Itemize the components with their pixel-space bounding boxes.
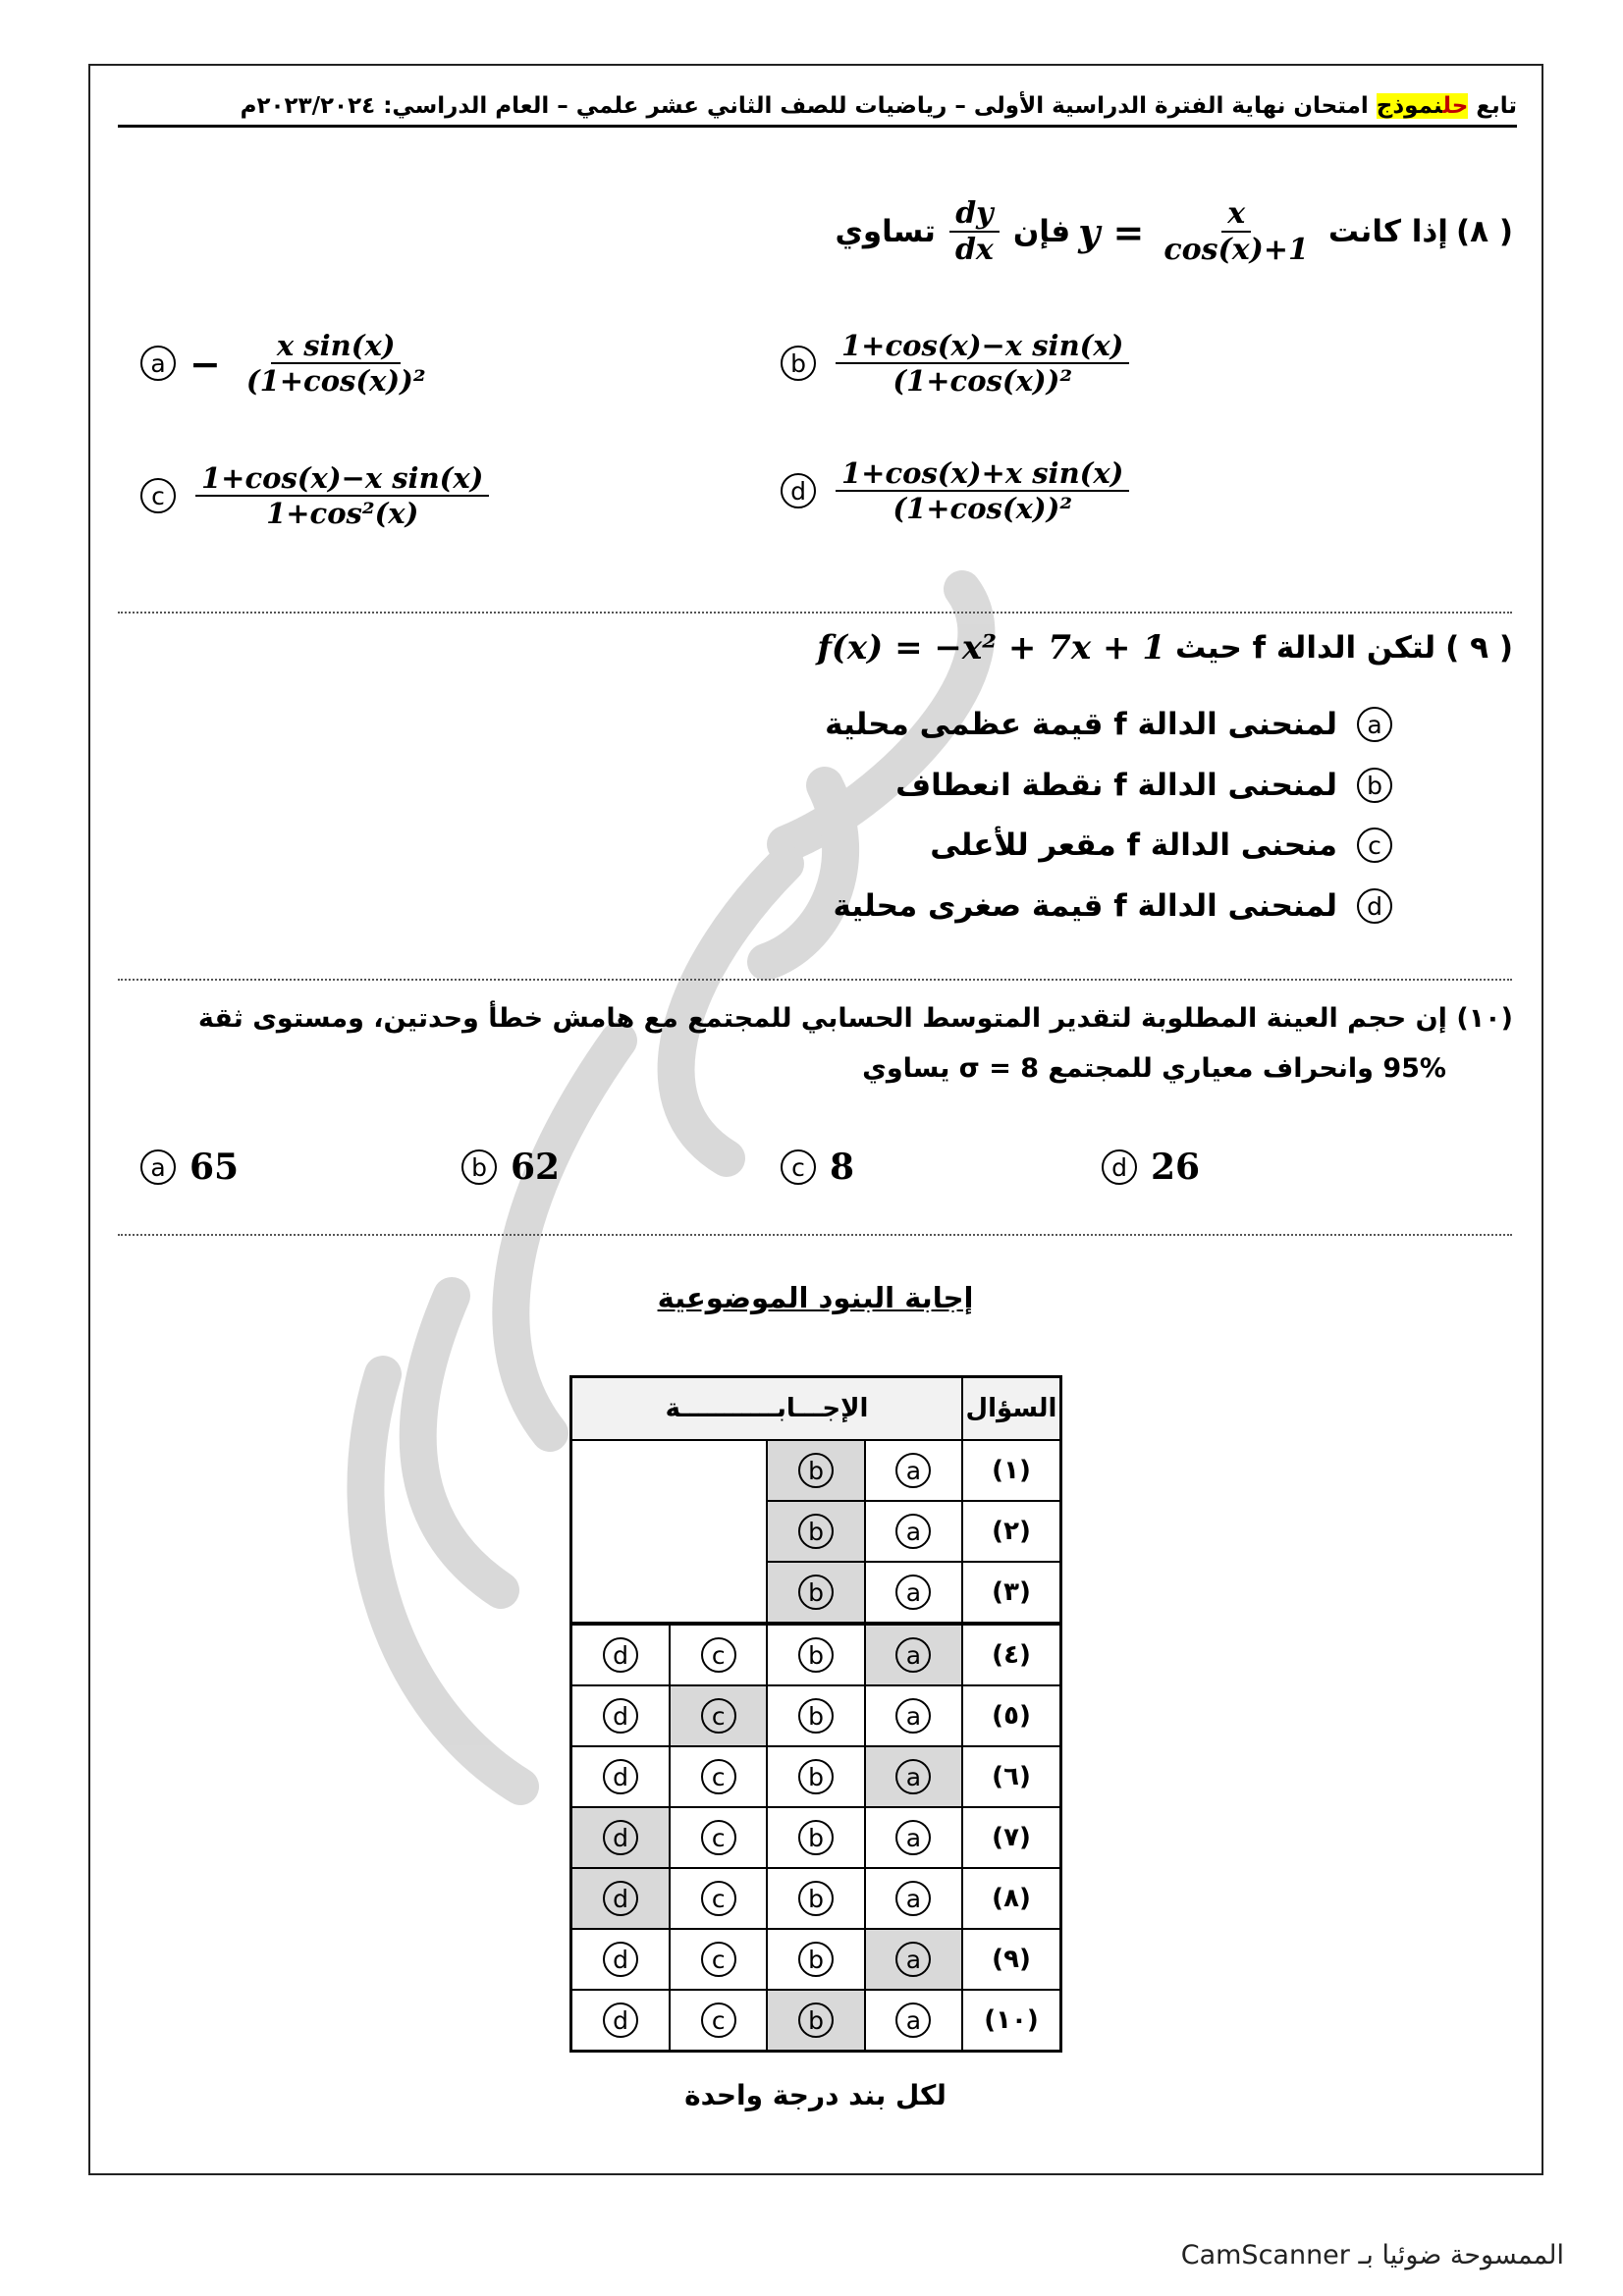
answer-cell-a [865,1440,962,1501]
answer-cell-a [865,1624,962,1685]
question-10-text-2: 95% وانحراف معياري للمجتمع σ = 8 يساوي [862,1053,1446,1085]
question-number: (٩) [962,1929,1061,1990]
option-b-icon: b [798,1698,834,1734]
option-c-icon: c [1357,828,1392,863]
table-row [571,1685,1061,1746]
option-c-icon: c [781,1149,816,1185]
question-8 [835,196,1513,267]
option-d-icon: d [781,473,816,508]
answer-cell-d [571,1868,671,1929]
option-value: 62 [511,1147,561,1188]
q8-option-c[interactable] [140,461,495,530]
option-b-icon: b [781,346,816,381]
numerator: x [1221,196,1251,233]
answer-cell-a [865,1562,962,1624]
q9-option-d[interactable] [834,888,1392,924]
table-row [571,1990,1061,2052]
option-a-icon: a [895,1820,931,1855]
q9-option-c[interactable] [930,828,1392,863]
q10-option-d[interactable] [1102,1147,1200,1188]
option-value: 26 [1151,1147,1201,1188]
denominator: dx [954,233,994,267]
table-row [571,1929,1061,1990]
option-d-icon: d [603,2002,638,2038]
answer-cell-d [571,1990,671,2052]
header-title: امتحان نهاية الفترة الدراسية الأولى – رياضيات للصف الثاني عشر علمي – العام الدراسي: ٢٠٢٣/٢٠٢٤م [240,93,1369,119]
q8-option-b[interactable] [781,329,1135,398]
option-d-icon: d [603,1881,638,1916]
question-number: (٣) [962,1562,1061,1624]
answer-cell-c [670,1685,767,1746]
answer-cell-a [865,1807,962,1868]
answer-cell-a [865,1685,962,1746]
option-b-icon: b [798,1881,834,1916]
empty-cell [571,1440,768,1624]
option-c-icon: c [701,1942,736,1977]
question-text: فإن [1012,214,1071,249]
q9-option-b[interactable] [895,768,1392,803]
denominator: (1+cos(x))² [245,364,426,398]
option-text: لمنحنى الدالة f قيمة صغرى محلية [833,888,1337,924]
question-number: (٥) [962,1685,1061,1746]
option-a-icon: a [895,1453,931,1488]
fraction-y [1158,196,1314,267]
question-10-text: (١٠) إن حجم العينة المطلوبة لتقدير المتوسط الحسابي للمجتمع مع هامش خطأ وحدتين، ومستوى ثقة [197,1003,1513,1034]
question-number: (٨) [962,1868,1061,1929]
answer-cell-b [767,1624,864,1685]
option-c-icon: c [701,1637,736,1673]
table-row [571,1868,1061,1929]
table-row [571,1746,1061,1807]
option-b-icon: b [798,1942,834,1977]
option-a-icon: a [895,1698,931,1734]
fraction-dydx [949,196,1000,267]
option-text: لمنحنى الدالة f نقطة انعطاف [895,768,1337,803]
question-number: (٢) [962,1501,1061,1562]
q8-option-d[interactable] [781,456,1135,525]
answer-cell-b [767,1990,864,2052]
option-b-icon: b [1357,768,1392,803]
option-b-icon: b [798,1637,834,1673]
option-c-icon: c [701,1759,736,1794]
option-b-icon: b [798,1453,834,1488]
option-a-icon: a [895,2002,931,2038]
header-prefix: تابع [1476,93,1517,119]
numerator: 1+cos(x)+x sin(x) [836,456,1129,492]
question-number: (٤) [962,1624,1061,1685]
option-a-icon: a [140,1149,176,1185]
option-c-icon: c [140,478,176,513]
question-number: (١٠) [962,1990,1061,2052]
numerator: 1+cos(x)−x sin(x) [836,329,1129,364]
answer-cell-b [767,1501,864,1562]
camscanner-footer: الممسوحة ضوئيا بـ CamScanner [1180,2240,1564,2270]
answer-cell-d [571,1929,671,1990]
question-number: ( ٩ ) [1445,630,1513,666]
q9-option-a[interactable] [825,707,1392,742]
option-c-icon: c [701,1698,736,1734]
header-highlight: نموذج [1376,93,1443,119]
denominator: 1+cos²(x) [266,497,419,530]
option-b-icon: b [798,1575,834,1610]
answer-cell-b [767,1562,864,1624]
answer-cell-c [670,1929,767,1990]
option-d-icon: d [1357,888,1392,924]
option-a-icon: a [895,1942,931,1977]
function-expression: f(x) = −x² + 7x + 1 [817,628,1165,667]
question-number: ( ٨) [1455,214,1513,249]
numerator: dy [949,196,999,233]
question-text: لتكن الدالة f حيث [1174,630,1436,666]
option-c-icon: c [701,1881,736,1916]
answer-cell-c [670,1807,767,1868]
option-d-icon: d [603,1637,638,1673]
option-a-icon: a [895,1514,931,1549]
answer-cell-c [670,1624,767,1685]
option-d-icon: d [1102,1149,1137,1185]
answer-cell-c [670,1868,767,1929]
numerator: 1+cos(x)−x sin(x) [195,461,489,497]
option-b-icon: b [798,1514,834,1549]
answers-title: إجابة البنود الموضوعية [657,1281,974,1314]
option-b-icon: b [798,2002,834,2038]
minus-sign: − [189,341,221,386]
answer-cell-d [571,1746,671,1807]
table-row [571,1624,1061,1685]
option-value: 8 [830,1147,855,1188]
exam-header [118,93,1517,128]
option-a-icon: a [140,346,176,381]
table-row [571,1440,1061,1501]
option-d-icon: d [603,1698,638,1734]
q10-option-a[interactable] [140,1147,239,1188]
q10-option-c[interactable] [781,1147,854,1188]
answer-cell-c [670,1746,767,1807]
divider [118,612,1512,614]
answer-cell-a [865,1746,962,1807]
option-text: لمنحنى الدالة f قيمة عظمى محلية [825,707,1337,742]
answer-cell-d [571,1685,671,1746]
option-b-icon: b [798,1820,834,1855]
answer-cell-b [767,1746,864,1807]
option-d-icon: d [603,1759,638,1794]
answer-cell-b [767,1929,864,1990]
numerator: x sin(x) [271,329,402,364]
option-value: 65 [189,1147,240,1188]
header-highlight-red: حل [1442,93,1469,119]
option-d-icon: d [603,1820,638,1855]
divider [118,979,1512,981]
option-text: منحنى الدالة f مقعر للأعلى [930,828,1337,863]
answer-cell-a [865,1990,962,2052]
answer-cell-c [670,1990,767,2052]
option-a-icon: a [895,1759,931,1794]
denominator: (1+cos(x))² [893,492,1073,525]
y-equals: y = [1078,209,1145,254]
question-text: إذا كانت [1327,214,1448,249]
answer-cell-b [767,1685,864,1746]
answers-table [569,1375,1062,2053]
option-a-icon: a [895,1637,931,1673]
question-text: تساوي [835,214,936,249]
answer-cell-d [571,1807,671,1868]
option-a-icon: a [895,1881,931,1916]
q8-option-a[interactable] [140,329,438,398]
answer-cell-b [767,1868,864,1929]
answers-title-wrap [118,1281,1513,1314]
answer-cell-b [767,1807,864,1868]
option-b-icon: b [461,1149,497,1185]
option-d-icon: d [603,1942,638,1977]
answer-cell-a [865,1868,962,1929]
answer-cell-a [865,1501,962,1562]
grading-note: لكل بند درجة واحدة [684,2079,947,2111]
column-answer: الإجـــابـــــــــــة [571,1377,963,1441]
option-a-icon: a [1357,707,1392,742]
denominator: (1+cos(x))² [893,364,1073,398]
question-10 [118,993,1513,1095]
denominator: 1+cos(x) [1163,233,1309,267]
option-a-icon: a [895,1575,931,1610]
option-c-icon: c [701,1820,736,1855]
question-number: (٦) [962,1746,1061,1807]
question-9 [817,628,1513,667]
table-row [571,1807,1061,1868]
answer-cell-a [865,1929,962,1990]
divider [118,1234,1512,1236]
question-number: (١) [962,1440,1061,1501]
question-number: (٧) [962,1807,1061,1868]
column-question: السؤال [962,1377,1061,1441]
option-c-icon: c [701,2002,736,2038]
answer-cell-d [571,1624,671,1685]
answer-cell-b [767,1440,864,1501]
q10-option-b[interactable] [461,1147,560,1188]
option-b-icon: b [798,1759,834,1794]
